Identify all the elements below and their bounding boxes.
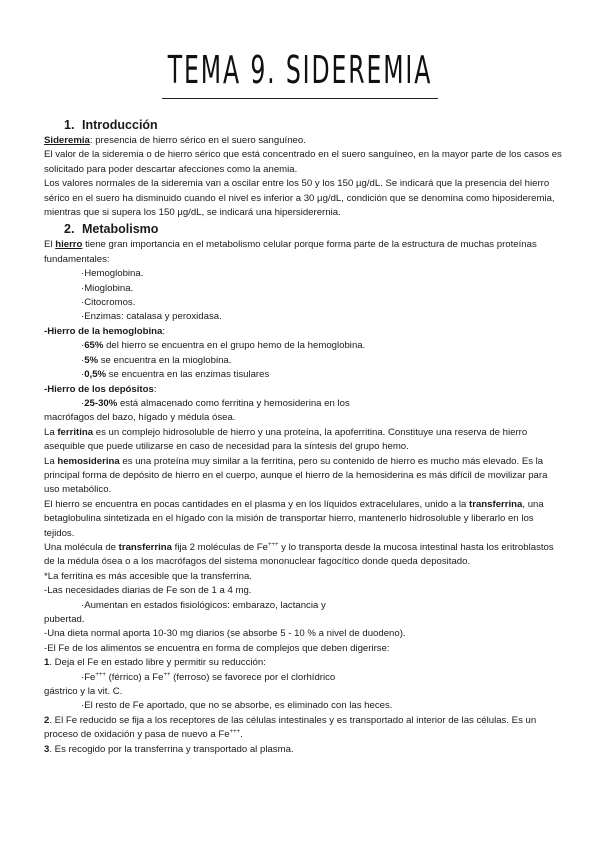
paragraph: Una molécula de transferrina fija 2 moléculas de Fe+++ y lo transporta desde la mucosa intestinal hasta los eritroblastos de la médula ósea o a los macrófagos del sistema mononuclear fagocítico donde queda depositado.: [44, 541, 554, 568]
list-item: ·Citocromos.: [81, 297, 136, 309]
list-item: ·Aumentan en estados fisiológicos: embarazo, lactancia y: [81, 599, 326, 611]
paragraph: La ferritina es un complejo hidrosoluble de hierro y una proteína, la apoferritina. Constituye una reserva de hierro asequible que puede utilizarse en caso de necesidad para la síntesis del grupo hemo.: [44, 426, 528, 453]
subheading: -Hierro de la hemoglobina:: [44, 325, 166, 337]
list-item-continuation: macrófagos del bazo, hígado y médula ósea.: [44, 412, 236, 424]
paragraph: La hemosiderina es una proteína muy similar a la ferritina, pero su contenido de hierro es mucho más elevado. Es la principal forma de depósito de hierro en el cuerpo, aunque el hierro de la hemosiderina es más difícil de movilizar para uso metabólico.: [44, 455, 548, 496]
list-item-continuation: pubertad.: [44, 614, 85, 625]
list-item: -El Fe de los alimentos se encuentra en forma de complejos que deben digerirse:: [44, 642, 390, 654]
note: *La ferritina es más accesible que la transferrina.: [44, 570, 252, 582]
list-item: ·Enzimas: catalasa y peroxidasa.: [81, 311, 222, 323]
list-item: ·5% se encuentra en la mioglobina.: [81, 354, 232, 366]
title-underline: [162, 98, 438, 99]
list-item: ·Mioglobina.: [81, 282, 134, 294]
list-item: ·65% del hierro se encuentra en el grupo hemo de la hemoglobina.: [81, 340, 366, 352]
list-item: ·Fe+++ (férrico) a Fe++ (ferroso) se favorece por el clorhídrico: [81, 671, 336, 683]
section-heading-metabolismo: 2. Metabolismo: [64, 222, 159, 237]
step-1: 1. Deja el Fe en estado libre y permitir su reducción:: [44, 657, 266, 669]
list-item: ·0,5% se encuentra en las enzimas tisulares: [81, 369, 270, 381]
paragraph: El valor de la sideremia o de hierro sérico que está concentrado en el suero sanguíneo, en la mayor parte de los casos es solicitado para poder descartar afecciones como la anemia.: [44, 149, 562, 175]
paragraph: El hierro se encuentra en pocas cantidades en el plasma y en los líquidos extracelulares, unido a la transferrina, una betaglobulina sintetizada en el hígado con la misión de transportar hierro, mantenerlo hidrosoluble y liberarlo en los tejidos.: [44, 498, 544, 539]
list-item: ·Hemoglobina.: [81, 268, 144, 280]
section-heading-introduccion: 1. Introducción: [64, 118, 158, 132]
paragraph: Los valores normales de la sideremia van a oscilar entre los 50 y los 150 µg/dL. Se indicará que la presencia del hierro sérico en el suero ha disminuido cuando el nivel es inferior a 30 µg/dL, condición que se denomina como hiposideremia, mientras que si supera los 150 µg/dL, se indicará una hipersiderernia.: [44, 178, 555, 219]
page-title: TEMA 9. SIDEREMIA: [167, 48, 433, 92]
list-item: ·25-30% está almacenado como ferritina y hemosiderina en los: [81, 397, 350, 409]
paragraph: El hierro tiene gran importancia en el metabolismo celular porque forma parte de la estructura de muchas proteínas fundamentales:: [44, 239, 537, 265]
paragraph: Sideremia: presencia de hierro sérico en el suero sanguíneo.: [44, 135, 306, 146]
document-body: [44, 116, 564, 757]
step-2: 2. El Fe reducido se fija a los receptores de las células intestinales y es transportado al interior de las células. Es un proceso de oxidación y pasa de nuevo a Fe+++.: [44, 714, 537, 741]
list-item: ·El resto de Fe aportado, que no se absorbe, es eliminado con las heces.: [81, 700, 393, 712]
list-item-continuation: gástrico y la vit. C.: [44, 686, 123, 698]
list-item: -Las necesidades diarias de Fe son de 1 a 4 mg.: [44, 585, 252, 597]
list-item: -Una dieta normal aporta 10-30 mg diarios (se absorbe 5 - 10 % a nivel de duodeno).: [44, 628, 406, 640]
subheading: -Hierro de los depósitos:: [44, 383, 157, 395]
step-3: 3. Es recogido por la transferrina y transportado al plasma.: [44, 743, 294, 755]
